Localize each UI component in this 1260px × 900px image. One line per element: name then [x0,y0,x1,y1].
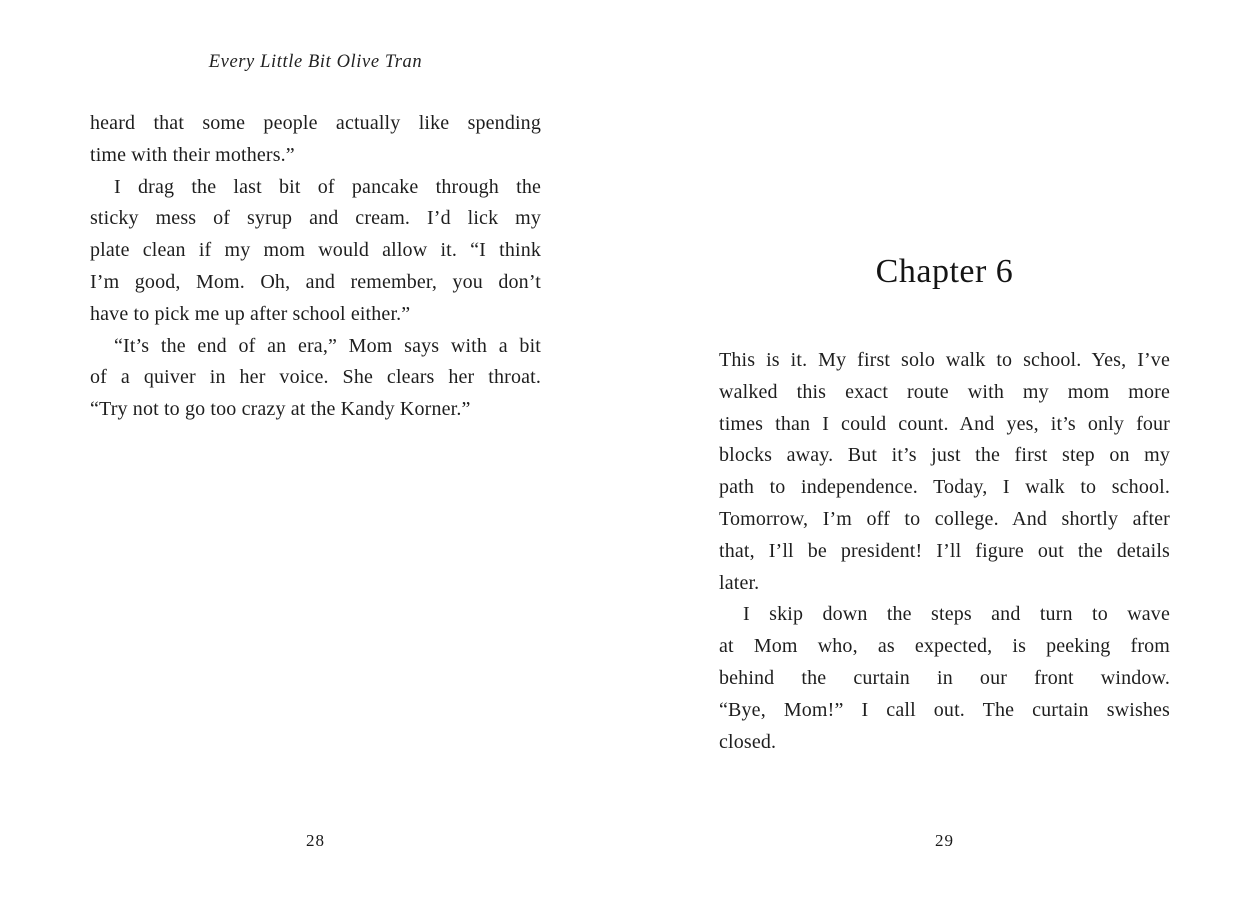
page-number-left: 28 [306,831,325,850]
page-number-right: 29 [935,831,954,850]
text-line: closed. [719,730,777,753]
left-page-body [90,108,541,426]
text-line: I’m good, Mom. Oh, and remember, you don’t [90,270,541,293]
text-line: blocks away. But it’s just the first step on my [719,444,1170,467]
text-line: walked this exact route with my mom more [719,380,1170,403]
text-line: I skip down the steps and turn to wave [743,603,1170,626]
text-line: I drag the last bit of pancake through the [114,175,541,198]
text-line: have to pick me up after school either.” [90,302,411,325]
running-header: Every Little Bit Olive Tran [208,52,423,72]
text-line: of a quiver in her voice. She clears her throat. [90,366,541,389]
text-line: Tomorrow, I’m off to college. And shortly after [719,507,1170,530]
text-line: heard that some people actually like spending [90,112,541,134]
text-line: path to independence. Today, I walk to school. [719,476,1170,499]
text-line: times than I could count. And yes, it’s only four [719,412,1170,435]
text-line: at Mom who, as expected, is peeking from [719,635,1170,658]
text-line: behind the curtain in our front window. [719,666,1170,689]
text-line: time with their mothers.” [90,143,295,166]
chapter-heading: Chapter 6 [875,253,1014,290]
text-line: “Bye, Mom!” I call out. The curtain swishes [719,698,1170,721]
text-line: later. [719,571,760,594]
text-line: “It’s the end of an era,” Mom says with a bit [114,334,541,357]
text-line: This is it. My first solo walk to school. Yes, I’ve [719,349,1170,371]
text-line: “Try not to go too crazy at the Kandy Korner.” [90,398,471,421]
text-line: plate clean if my mom would allow it. “I think [90,239,541,262]
right-page-body [719,345,1170,758]
text-line: sticky mess of syrup and cream. I’d lick my [90,207,541,230]
text-line: that, I’ll be president! I’ll figure out the details [719,539,1170,562]
